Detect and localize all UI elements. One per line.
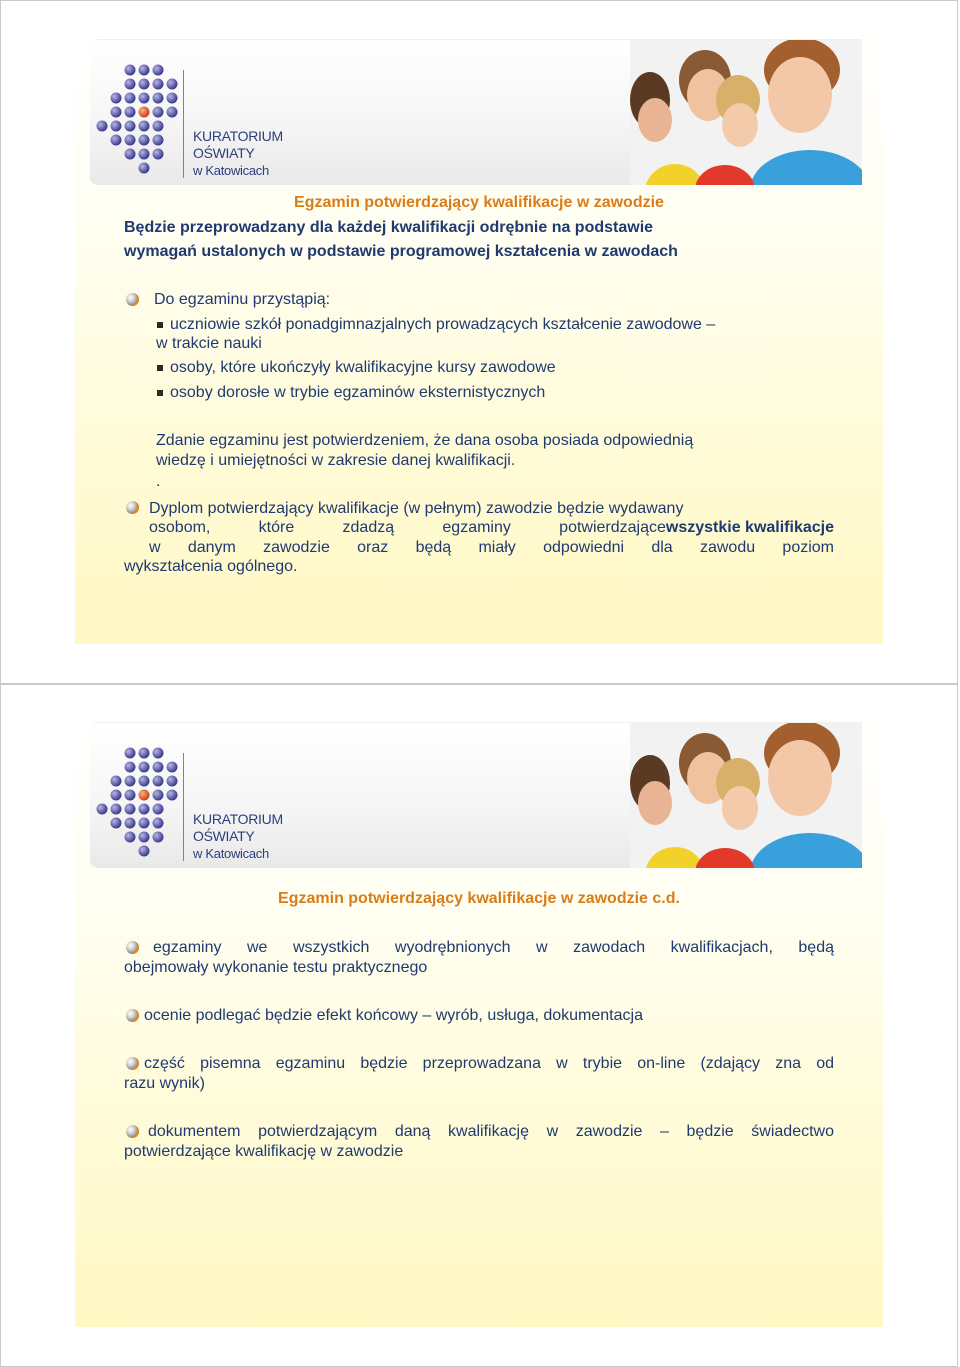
logo-line-1: KURATORIUM <box>193 811 283 827</box>
bullet-icon <box>126 1125 139 1138</box>
slide-subtitle-line-1: Będzie przeprowadzany dla każdej kwalifikacji odrębnie na podstawie <box>124 219 654 236</box>
item-line-2: obejmowały wykonanie testu praktycznego <box>124 959 428 976</box>
kuratorium-logo-icon <box>94 62 184 182</box>
logo-line-1: KURATORIUM <box>193 128 283 144</box>
logo-line-3: w Katowicach <box>193 163 269 178</box>
logo-divider <box>183 753 184 861</box>
bullet-icon <box>126 501 139 514</box>
square-bullet-icon <box>157 390 163 396</box>
list-item-cont: w trakcie nauki <box>156 335 262 352</box>
logo-text <box>193 128 283 179</box>
diploma-line-3: w danym zawodzie oraz będą miały odpowiedni dla zawodu poziom <box>149 539 834 556</box>
diploma-line-2-text: osobom, które zdadzą egzaminy potwierdzające <box>149 519 666 536</box>
logo-text <box>193 811 283 862</box>
logo-line-3: w Katowicach <box>193 846 269 861</box>
item-line-1: część pisemna egzaminu będzie przeprowadzana w trybie on-line (zdający zna od <box>144 1055 834 1072</box>
item-line-1: ocenie podlegać będzie efekt końcowy – wyrób, usługa, dokumentacja <box>144 1007 643 1024</box>
logo-line-2: OŚWIATY <box>193 145 255 161</box>
list-item: osoby, które ukończyły kwalifikacyjne kursy zawodowe <box>170 359 556 376</box>
item-line-2: razu wynik) <box>124 1075 205 1092</box>
slide-subtitle-line-2: wymagań ustalonych w podstawie programowej kształcenia w zawodach <box>124 243 678 260</box>
logo-line-2: OŚWIATY <box>193 828 255 844</box>
bullet-icon <box>126 293 139 306</box>
item-line-1: egzaminy we wszystkich wyodrębnionych w zawodach kwalifikacjach, będą <box>153 939 834 956</box>
slide-title: Egzamin potwierdzający kwalifikacje w zawodzie <box>294 194 664 211</box>
diploma-line-2 <box>149 518 834 538</box>
square-bullet-icon <box>157 322 163 328</box>
paragraph-line-2: wiedzę i umiejętności w zakresie danej kwalifikacji. <box>156 452 516 469</box>
item-line-2: potwierdzające kwalifikację w zawodzie <box>124 1143 404 1160</box>
diploma-emphasis: wszystkie kwalifikacje <box>665 519 834 536</box>
diploma-line-4: wykształcenia ogólnego. <box>124 558 298 575</box>
slide-title: Egzamin potwierdzający kwalifikacje w zawodzie c.d. <box>278 890 680 907</box>
square-bullet-icon <box>157 365 163 371</box>
bullet-icon <box>126 1009 139 1022</box>
slide-1 <box>75 24 883 644</box>
item-line-1: dokumentem potwierdzającym daną kwalifikację w zawodzie – będzie świadectwo <box>148 1123 834 1140</box>
banner <box>90 39 862 185</box>
bullet-icon <box>126 941 139 954</box>
slide-2 <box>75 707 883 1327</box>
intro-text: Do egzaminu przystąpią: <box>154 291 331 308</box>
dot-text: . <box>156 473 161 490</box>
list-item: uczniowie szkół ponadgimnazjalnych prowadzących kształcenie zawodowe – <box>170 316 716 333</box>
logo-divider <box>183 70 184 178</box>
list-item: osoby dorosłe w trybie egzaminów eksternistycznych <box>170 384 546 401</box>
kuratorium-logo-icon <box>94 745 184 865</box>
children-photo <box>630 40 862 185</box>
diploma-line-1: Dyplom potwierdzający kwalifikacje (w pełnym) zawodzie będzie wydawany <box>149 500 684 517</box>
banner <box>90 722 862 868</box>
paragraph-line-1: Zdanie egzaminu jest potwierdzeniem, że dana osoba posiada odpowiednią <box>156 432 694 449</box>
children-photo <box>630 723 862 868</box>
bullet-icon <box>126 1057 139 1070</box>
